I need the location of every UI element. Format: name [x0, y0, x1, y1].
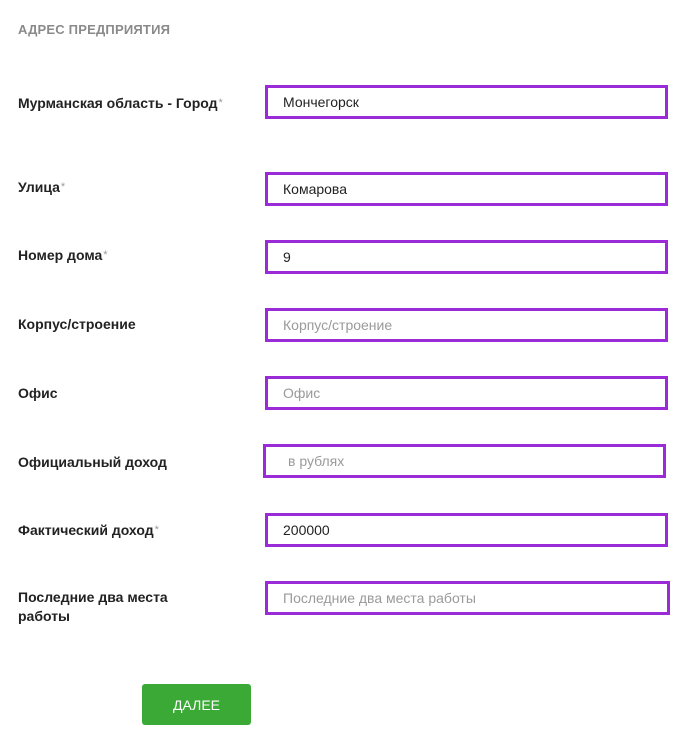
city-label-text: Мурманская область - Город — [18, 95, 218, 111]
city-input[interactable] — [265, 85, 668, 119]
building-input[interactable] — [265, 308, 668, 342]
building-label — [18, 315, 238, 334]
actual-income-label-text: Фактический доход — [18, 522, 154, 538]
building-label-text: Корпус/строение — [18, 316, 136, 332]
street-input[interactable] — [265, 172, 668, 206]
office-label-text: Офис — [18, 385, 58, 401]
required-mark: * — [154, 524, 159, 536]
street-label-text: Улица — [18, 179, 60, 195]
required-mark: * — [60, 181, 66, 193]
required-mark: * — [218, 97, 223, 109]
required-mark: * — [103, 249, 108, 261]
office-label — [18, 384, 238, 403]
next-button[interactable]: ДАЛЕЕ — [142, 684, 251, 725]
house-number-input[interactable] — [265, 240, 668, 274]
house-label-text: Номер дома — [18, 247, 103, 263]
last-jobs-label — [18, 588, 208, 626]
section-title: АДРЕС ПРЕДПРИЯТИЯ — [18, 22, 171, 37]
house-label — [18, 246, 238, 265]
office-input[interactable] — [265, 376, 668, 410]
official-income-label — [18, 453, 238, 472]
official-income-label-text: Официальный доход — [18, 454, 167, 470]
last-jobs-input[interactable] — [265, 581, 670, 615]
official-income-input[interactable] — [263, 444, 666, 478]
last-jobs-label-text: Последние два места работы — [18, 589, 168, 624]
actual-income-input[interactable] — [265, 513, 668, 547]
actual-income-label — [18, 521, 238, 540]
city-label — [18, 94, 238, 113]
street-label — [18, 178, 238, 197]
